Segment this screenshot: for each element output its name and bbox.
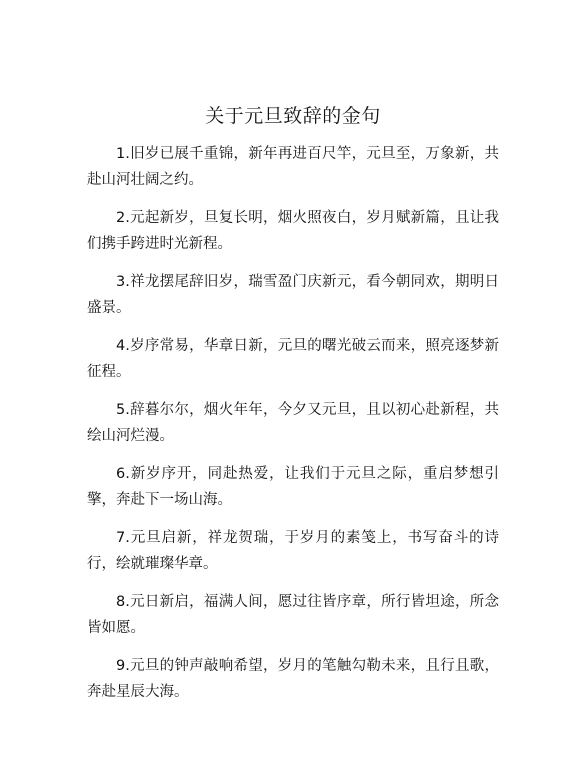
- paragraph-1: 1.旧岁已展千重锦，新年再进百尺竿，元旦至，万象新，共赴山河壮阔之约。: [87, 146, 499, 188]
- paragraph-4: 4.岁序常易，华章日新，元旦的曙光破云而来，照亮逐梦新征程。: [87, 338, 499, 380]
- paragraph-9: 9.元旦的钟声敲响希望，岁月的笔触勾勒未来，且行且歌，奔赴星辰大海。: [87, 658, 499, 700]
- paragraph-6: 6.新岁序开，同赴热爱，让我们于元旦之际，重启梦想引擎，奔赴下一场山海。: [87, 466, 499, 508]
- paragraph-7: 7.元旦启新，祥龙贺瑞，于岁月的素笺上，书写奋斗的诗行，绘就璀璨华章。: [87, 530, 499, 572]
- document-title: 关于元旦致辞的金句: [205, 105, 381, 127]
- paragraph-8: 8.元日新启，福满人间，愿过往皆序章，所行皆坦途，所念皆如愿。: [87, 594, 499, 636]
- paragraph-3: 3.祥龙摆尾辞旧岁，瑞雪盈门庆新元，看今朝同欢，期明日盛景。: [87, 274, 499, 316]
- paragraph-5: 5.辞暮尔尔，烟火年年，今夕又元旦，且以初心赴新程，共绘山河烂漫。: [87, 402, 499, 444]
- document-body: [87, 141, 499, 717]
- paragraph-2: 2.元起新岁，旦复长明，烟火照夜白，岁月赋新篇，且让我们携手跨进时光新程。: [87, 210, 499, 252]
